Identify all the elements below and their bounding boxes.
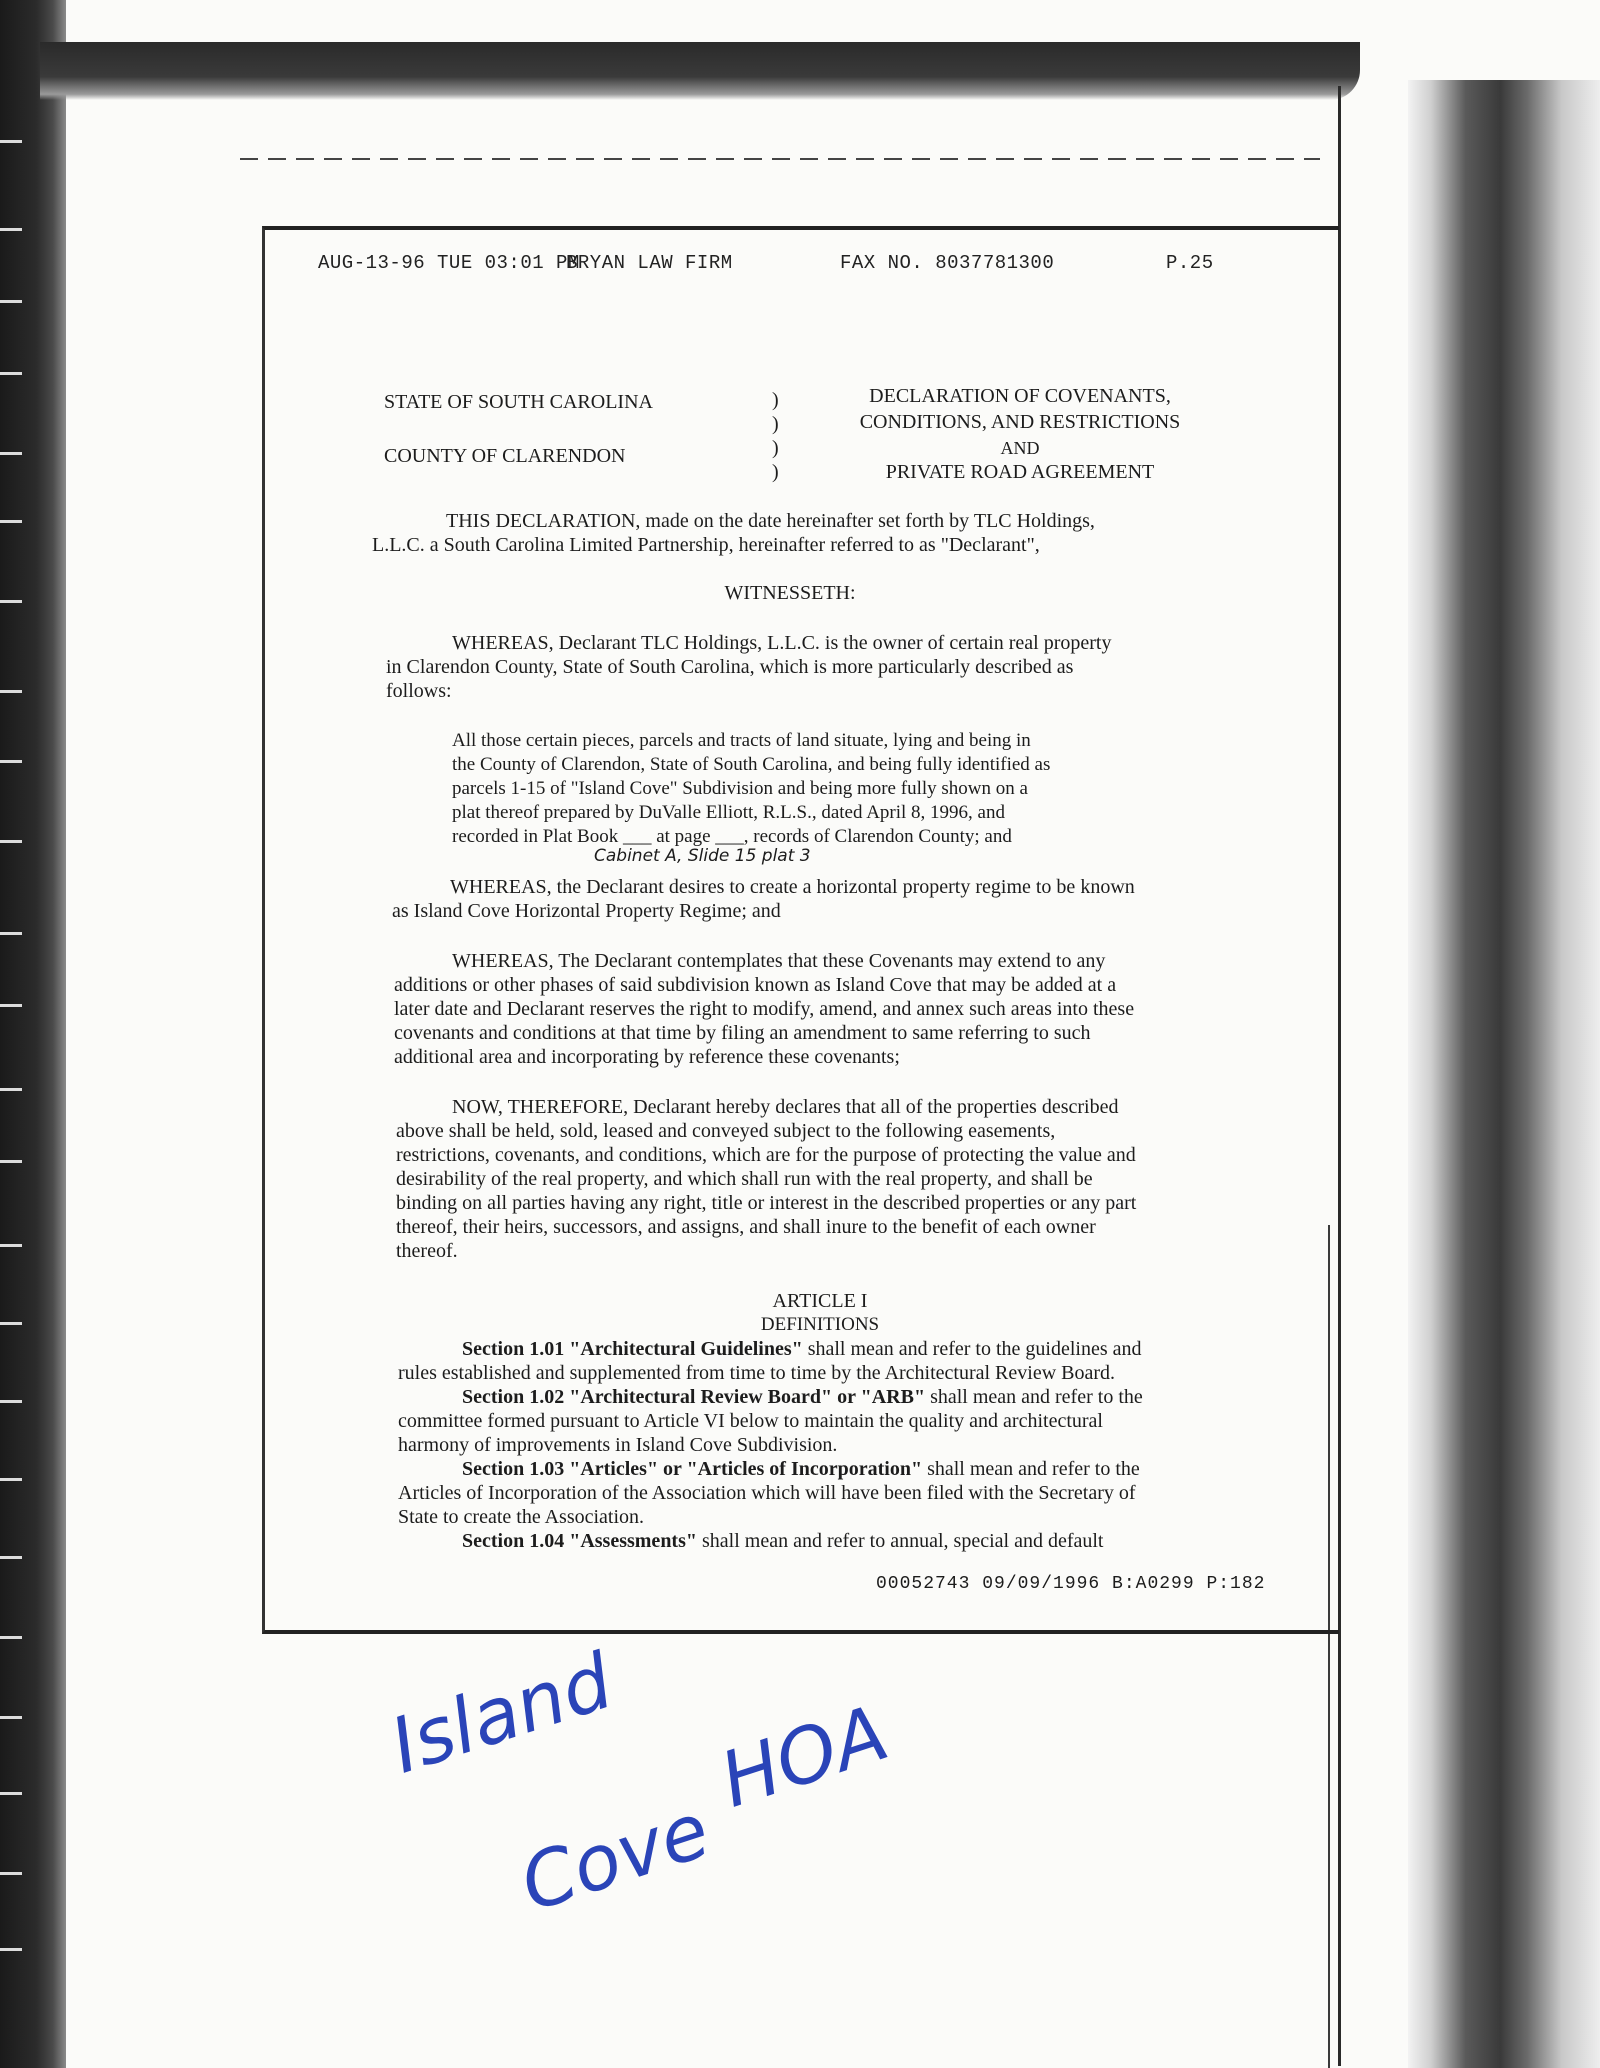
section-text: committee formed pursuant to Article VI below to maintain the quality and architectural — [398, 1410, 1103, 1432]
section-label: Section 1.02 — [462, 1386, 565, 1408]
now-therefore-line: thereof. — [396, 1240, 458, 1262]
property-line: All those certain pieces, parcels and tracts of land situate, lying and being in — [452, 730, 1031, 751]
county-caption: COUNTY OF CLARENDON — [384, 445, 626, 467]
section-label: Section 1.03 — [462, 1458, 565, 1480]
fax-dashed-line — [240, 158, 1320, 160]
fax-datetime: AUG-13-96 TUE 03:01 PM — [318, 252, 580, 274]
declaration-title: CONDITIONS, AND RESTRICTIONS — [859, 411, 1181, 433]
declaration-title: PRIVATE ROAD AGREEMENT — [885, 461, 1155, 483]
whereas-line: WHEREAS, The Declarant contemplates that these Covenants may extend to any — [452, 950, 1106, 972]
handwritten-note-island: Island — [380, 1636, 623, 1791]
property-line: the County of Clarendon, State of South Carolina, and being fully identified as — [452, 754, 1051, 775]
declaration-title: AND — [1000, 438, 1040, 458]
now-therefore-line: binding on all parties having any right, title or interest in the described properties or any part — [396, 1192, 1137, 1214]
section-term: "Architectural Guidelines" — [569, 1338, 803, 1360]
now-therefore-line: thereof, their heirs, successors, and assigns, and shall inure to the benefit of each owner — [396, 1216, 1096, 1238]
section-1-02 — [462, 1386, 1143, 1408]
recording-stamp: 00052743 09/09/1996 B:A0299 P:182 — [876, 1574, 1266, 1594]
property-line: recorded in Plat Book ___ at page ___, records of Clarendon County; and — [452, 826, 1012, 847]
whereas-line: covenants and conditions at that time by filing an amendment to same referring to such — [394, 1022, 1091, 1044]
now-therefore-line: restrictions, covenants, and conditions, which are for the purpose of protecting the value and — [396, 1144, 1136, 1166]
state-caption: STATE OF SOUTH CAROLINA — [384, 391, 653, 413]
property-line: parcels 1-15 of "Island Cove" Subdivision and being more fully shown on a — [452, 778, 1028, 799]
whereas-line: WHEREAS, Declarant TLC Holdings, L.L.C. is the owner of certain real property — [452, 632, 1112, 654]
section-term: "Assessments" — [569, 1530, 697, 1552]
section-term: "Architectural Review Board" or "ARB" — [569, 1386, 926, 1408]
caption-bracket: ) — [772, 437, 779, 459]
whereas-line: additions or other phases of said subdivision known as Island Cove that may be added at a — [394, 974, 1117, 996]
section-text: shall mean and refer to annual, special and default — [701, 1530, 1104, 1552]
section-text: shall mean and refer to the — [927, 1458, 1140, 1480]
whereas-line: as Island Cove Horizontal Property Regime; and — [392, 900, 781, 922]
declaration-title: DECLARATION OF COVENANTS, — [869, 385, 1171, 407]
article-heading: ARTICLE I — [772, 1290, 868, 1312]
intro-line: L.L.C. a South Carolina Limited Partnership, hereinafter referred to as "Declarant", — [372, 534, 1040, 556]
caption-bracket: ) — [772, 461, 779, 483]
section-term: "Articles" or "Articles of Incorporation" — [569, 1458, 923, 1480]
section-label: Section 1.04 — [462, 1530, 565, 1552]
section-1-03 — [462, 1458, 1140, 1480]
article-subheading: DEFINITIONS — [760, 1314, 880, 1335]
now-therefore-line: NOW, THEREFORE, Declarant hereby declares that all of the properties described — [452, 1096, 1119, 1118]
property-line: plat thereof prepared by DuValle Elliott, R.L.S., dated April 8, 1996, and — [452, 802, 1005, 823]
section-text: shall mean and refer to the — [930, 1386, 1143, 1408]
scan-right-shadow — [1408, 80, 1600, 2068]
section-text: rules established and supplemented from time to time by the Architectural Review Board. — [398, 1362, 1116, 1384]
section-label: Section 1.01 — [462, 1338, 565, 1360]
scan-left-border — [0, 0, 66, 2068]
handwritten-note-hoa: HOA — [710, 1687, 899, 1825]
witnesseth-heading: WITNESSETH: — [724, 582, 856, 604]
fax-page-number: P.25 — [1166, 252, 1214, 274]
fax-number: FAX NO. 8037781300 — [840, 252, 1055, 274]
whereas-line: follows: — [386, 680, 452, 702]
section-text: State to create the Association. — [398, 1506, 645, 1528]
now-therefore-line: desirability of the real property, and which shall run with the real property, and shall be — [396, 1168, 1093, 1190]
now-therefore-line: above shall be held, sold, leased and conveyed subject to the following easements, — [396, 1120, 1056, 1142]
section-text: Articles of Incorporation of the Association which will have been filed with the Secretary of — [398, 1482, 1136, 1504]
caption-bracket: ) — [772, 413, 779, 435]
caption-bracket: ) — [772, 389, 779, 411]
section-1-01 — [462, 1338, 1142, 1360]
whereas-line: WHEREAS, the Declarant desires to create a horizontal property regime to be known — [450, 876, 1135, 898]
whereas-line: later date and Declarant reserves the right to modify, amend, and annex such areas into these — [394, 998, 1135, 1020]
handwritten-note-cove: Cove — [510, 1784, 720, 1929]
fax-sender: BRYAN LAW FIRM — [566, 252, 733, 274]
whereas-line: additional area and incorporating by reference these covenants; — [394, 1046, 900, 1068]
section-text: shall mean and refer to the guidelines and — [807, 1338, 1142, 1360]
section-1-04 — [462, 1530, 1103, 1552]
whereas-line: in Clarendon County, State of South Carolina, which is more particularly described as — [386, 656, 1074, 678]
scan-top-shadow — [40, 42, 1360, 100]
intro-line: THIS DECLARATION, made on the date hereinafter set forth by TLC Holdings, — [446, 510, 1095, 532]
section-text: harmony of improvements in Island Cove Subdivision. — [398, 1434, 838, 1456]
handwritten-plat-note: Cabinet A, Slide 15 plat 3 — [594, 846, 811, 866]
